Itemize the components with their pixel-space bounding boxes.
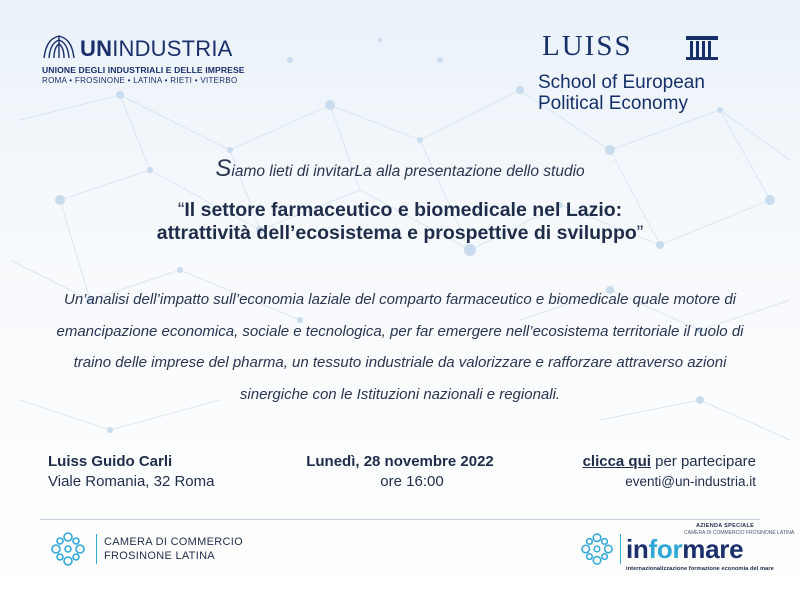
- footer-divider: [40, 519, 760, 520]
- informare-logo: [580, 522, 795, 578]
- register-link[interactable]: clicca qui: [582, 453, 651, 470]
- flower-emblem-icon: [50, 531, 86, 567]
- unindustria-tagline: UNIONE DEGLI INDUSTRIALI E DELLE IMPRESE: [42, 65, 245, 75]
- study-description: Un’analisi dell’impatto sull’economia laziale del comparto farmaceutico e biomedicale quale motore di emancipazione economica, sociale e tecnologica, per far emergere nell’ecosistema territoriale il ruolo di traino delle imprese del pharma, un tessuto industriale da valorizzare e rafforzare attraverso azioni sinergiche con le Istituzioni nazionali e regionali.: [56, 291, 744, 403]
- venue-address: Viale Romania, 32 Roma: [48, 473, 215, 490]
- column-icon: [684, 34, 720, 62]
- event-date: Lunedì, 28 novembre 2022: [306, 453, 494, 470]
- contact-email[interactable]: eventi@un-industria.it: [625, 474, 756, 489]
- camera-line2: FROSINONE LATINA: [104, 550, 215, 562]
- register-suffix: per partecipare: [650, 453, 756, 470]
- invitation-line: Siamo lieti di invitarLa alla presentazione dello studio: [215, 155, 585, 182]
- event-venue: [48, 452, 214, 492]
- unindustria-provinces: ROMA • FROSINONE • LATINA • RIETI • VITERBO: [42, 76, 238, 85]
- camera-logo-separator: [96, 534, 97, 564]
- luiss-school-name: School of European Political Economy: [538, 72, 705, 114]
- registration-info: [583, 452, 756, 492]
- camera-commercio-logo: [50, 530, 290, 570]
- unindustria-wordmark: UNINDUSTRIA: [80, 36, 233, 61]
- informare-sub-label: CAMERA DI COMMERCIO FROSINONE LATINA: [684, 530, 795, 536]
- event-datetime: [270, 452, 530, 492]
- informare-logo-separator: [620, 534, 621, 564]
- luiss-wordmark: LUISS: [542, 30, 633, 62]
- unindustria-emblem-icon: [42, 34, 76, 60]
- flower-emblem-icon: [580, 532, 614, 566]
- luiss-logo: [538, 30, 738, 122]
- study-title: “Il settore farmaceutico e biomedicale nel Lazio: attrattività dell’ecosistema e prospettive di sviluppo”: [156, 199, 644, 244]
- informare-wordmark: informare: [626, 534, 744, 564]
- unindustria-logo: [42, 32, 245, 86]
- event-time: ore 16:00: [380, 473, 444, 490]
- venue-name: Luiss Guido Carli: [48, 453, 173, 470]
- informare-tagline: internazionalizzazione formazione economia del mare: [626, 566, 774, 572]
- camera-line1: CAMERA DI COMMERCIO: [104, 536, 243, 548]
- informare-top-label: AZIENDA SPECIALE: [696, 523, 755, 529]
